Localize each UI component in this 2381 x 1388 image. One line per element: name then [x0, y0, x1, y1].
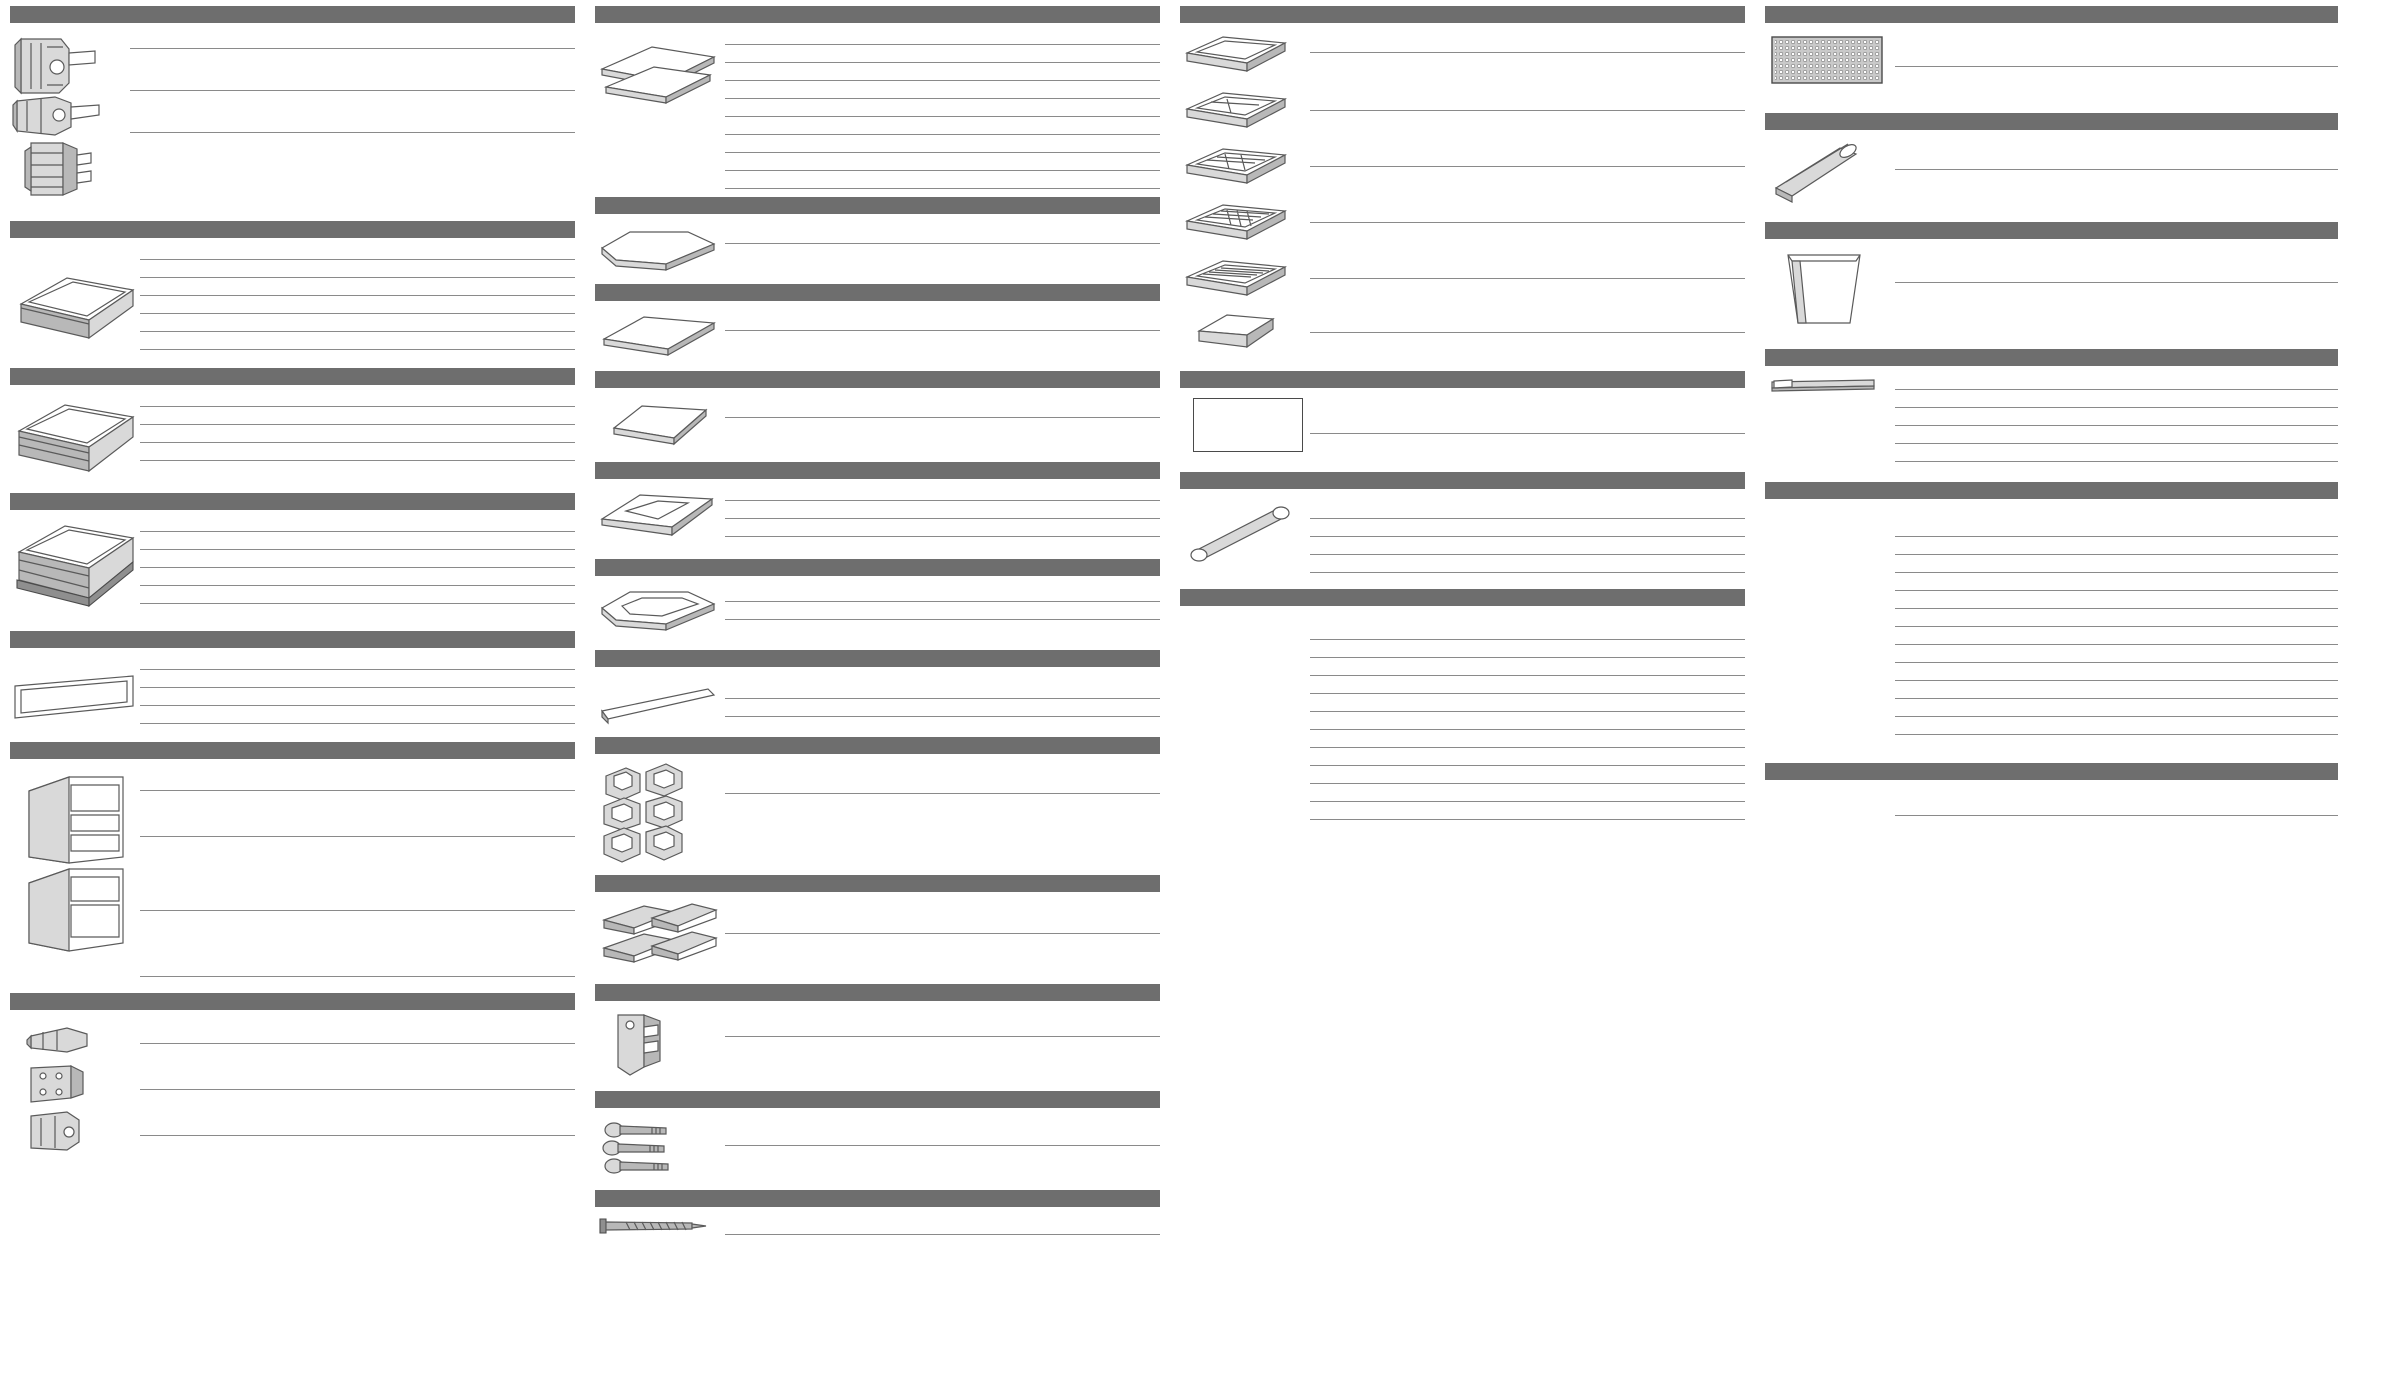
- table-row: [1310, 766, 1745, 784]
- table-row: [725, 776, 1160, 794]
- table-row: [725, 153, 1160, 171]
- wood-screw-icon: [595, 1207, 725, 1239]
- section-rectangle-panel: [1180, 371, 1745, 452]
- section-footer-table: [1765, 763, 2338, 816]
- flat-shelf-icon: [595, 301, 725, 363]
- table-row: [140, 652, 575, 670]
- table-row: [140, 242, 575, 260]
- table-row: [1310, 416, 1745, 434]
- table-row: [1895, 681, 2338, 699]
- insert-tray-icon: [1180, 23, 1310, 79]
- table-row: [1310, 205, 1745, 223]
- narrow-slot-tray-icon: [1180, 247, 1310, 303]
- angle-bracket-icon: [595, 1001, 725, 1083]
- profile-strip-icon: [1765, 366, 1895, 396]
- table-row: [725, 519, 1160, 537]
- table-row: [1310, 35, 1745, 53]
- table-row: [1895, 426, 2338, 444]
- section-header-bar: [1765, 482, 2338, 499]
- table-row: [725, 45, 1160, 63]
- table-row: [1310, 748, 1745, 766]
- section-drawer-inserts: [1180, 6, 1745, 355]
- table-row: [1310, 537, 1745, 555]
- table-row: [725, 27, 1160, 45]
- section-header-bar: [10, 368, 575, 385]
- section-flat-shelf: [595, 284, 1160, 363]
- table-row: [725, 602, 1160, 620]
- drawer-front-panel-icon: [10, 648, 140, 734]
- corner-shelf-icon: [595, 214, 725, 276]
- table-row: [140, 1072, 575, 1090]
- section-corner-shelf: [595, 197, 1160, 276]
- drawer-open-box-icon: [10, 385, 140, 485]
- table-row: [140, 278, 575, 296]
- section-header-bar: [10, 742, 575, 759]
- table-row: [1310, 640, 1745, 658]
- table-row: [725, 483, 1160, 501]
- column-2: [595, 6, 1180, 1388]
- table-row: [1895, 798, 2338, 816]
- section-header-bar: [1180, 589, 1745, 606]
- table-row: [1895, 408, 2338, 426]
- section-header-bar: [595, 650, 1160, 667]
- table-row: [725, 226, 1160, 244]
- section-header-bar: [595, 462, 1160, 479]
- table-row: [725, 313, 1160, 331]
- table-row: [140, 443, 575, 461]
- section-bolts: [595, 1091, 1160, 1182]
- section-bracket-hardware: [10, 993, 575, 1154]
- section-edge-strip: [595, 650, 1160, 729]
- table-row: [1895, 555, 2338, 573]
- angled-tray-icon: [1180, 303, 1310, 355]
- section-header-bar: [1765, 763, 2338, 780]
- column-4: [1765, 6, 2350, 1388]
- section-runner-drawer: [10, 493, 575, 623]
- section-perforated-panel: [1765, 6, 2338, 93]
- table-row: [1310, 93, 1745, 111]
- section-waste-bin: [1765, 222, 2338, 337]
- waste-bin-icon: [1765, 239, 1895, 337]
- section-header-bar: [595, 197, 1160, 214]
- table-row: [140, 1118, 575, 1136]
- section-open-drawer: [10, 368, 575, 485]
- table-row: [140, 389, 575, 407]
- table-row: [140, 959, 575, 977]
- table-row: [1895, 444, 2338, 462]
- table-row: [1895, 519, 2338, 537]
- table-row: [140, 260, 575, 278]
- hinge-hardware-icon: [10, 23, 130, 213]
- table-row: [725, 1128, 1160, 1146]
- section-hinge-hardware: [10, 6, 575, 213]
- table-row: [1310, 261, 1745, 279]
- table-row: [1895, 49, 2338, 67]
- section-header-bar: [595, 875, 1160, 892]
- perforated-panel-icon: [1765, 23, 1895, 93]
- section-header-bar: [10, 221, 575, 238]
- section-header-bar: [1765, 222, 2338, 239]
- section-thin-shelf: [595, 371, 1160, 454]
- drawer-runner-box-icon: [10, 510, 140, 623]
- section-front-panel: [10, 631, 575, 734]
- table-row: [1310, 712, 1745, 730]
- edge-strip-icon: [595, 667, 725, 729]
- section-header-bar: [10, 493, 575, 510]
- spec-rows: [130, 23, 575, 133]
- table-row: [1895, 152, 2338, 170]
- section-header-bar: [595, 984, 1160, 1001]
- section-header-bar: [595, 6, 1160, 23]
- table-row: [725, 81, 1160, 99]
- table-row: [725, 400, 1160, 418]
- section-wood-screw: [595, 1190, 1160, 1239]
- table-row: [140, 586, 575, 604]
- table-row: [725, 1217, 1160, 1235]
- table-row: [140, 296, 575, 314]
- section-rolled-mat: [1765, 113, 2338, 210]
- table-row: [130, 69, 575, 91]
- table-row: [1310, 658, 1745, 676]
- table-row: [1895, 372, 2338, 390]
- table-row: [725, 681, 1160, 699]
- table-row: [140, 1026, 575, 1044]
- table-row: [140, 550, 575, 568]
- thin-shelf-icon: [595, 388, 725, 454]
- bolts-icon: [595, 1108, 725, 1182]
- rolled-mat-icon: [1765, 130, 1895, 210]
- section-shelf-pair: [595, 462, 1160, 551]
- table-row: [725, 117, 1160, 135]
- section-corner-shelf-pair: [595, 559, 1160, 642]
- table-row: [725, 1019, 1160, 1037]
- section-header-bar: [595, 1091, 1160, 1108]
- base-cabinet-icon: [10, 759, 140, 961]
- table-row: [725, 584, 1160, 602]
- table-row: [1310, 622, 1745, 640]
- table-row: [1310, 555, 1745, 573]
- table-row: [140, 407, 575, 425]
- table-row: [140, 706, 575, 724]
- section-header-bar: [595, 1190, 1160, 1207]
- table-row: [1310, 784, 1745, 802]
- section-header-bar: [1765, 349, 2338, 366]
- section-profile-strip: [1765, 349, 2338, 462]
- section-rail-connectors: [595, 875, 1160, 976]
- section-header-bar: [1765, 113, 2338, 130]
- drawer-box-icon: [10, 238, 140, 360]
- table-row: [130, 111, 575, 133]
- table-row: [1895, 537, 2338, 555]
- table-row: [1895, 609, 2338, 627]
- table-row: [140, 893, 575, 911]
- multi-compartment-tray-icon: [1180, 191, 1310, 247]
- table-row: [725, 171, 1160, 189]
- section-header-bar: [1180, 6, 1745, 23]
- section-header-bar: [10, 631, 575, 648]
- table-row: [140, 514, 575, 532]
- table-row: [1310, 802, 1745, 820]
- table-row: [1895, 699, 2338, 717]
- table-row: [1310, 315, 1745, 333]
- table-row: [1895, 645, 2338, 663]
- table-row: [725, 916, 1160, 934]
- table-row: [140, 773, 575, 791]
- table-row: [1895, 390, 2338, 408]
- table-row: [725, 63, 1160, 81]
- rectangle-panel-icon: [1180, 388, 1310, 452]
- section-specification-table: [1180, 589, 1745, 820]
- section-header-bar: [10, 6, 575, 23]
- table-row: [725, 501, 1160, 519]
- section-rail-tube: [1180, 472, 1745, 573]
- table-row: [1310, 676, 1745, 694]
- corner-shelf-pair-icon: [595, 576, 725, 642]
- table-row: [140, 532, 575, 550]
- divided-tray-icon: [1180, 79, 1310, 135]
- table-row: [725, 699, 1160, 717]
- table-row: [130, 27, 575, 49]
- rail-connectors-icon: [595, 892, 725, 976]
- column-1: [10, 6, 595, 1388]
- bracket-hardware-icon: [10, 1010, 140, 1154]
- section-header-bar: [595, 559, 1160, 576]
- table-row: [1895, 663, 2338, 681]
- table-row: [1310, 519, 1745, 537]
- connector-fittings-icon: [595, 754, 725, 867]
- column-3: [1180, 6, 1765, 1388]
- section-header-bar: [1765, 6, 2338, 23]
- table-row: [140, 670, 575, 688]
- table-row: [140, 819, 575, 837]
- table-row: [725, 135, 1160, 153]
- section-accessory-table: [1765, 482, 2338, 735]
- table-row: [140, 688, 575, 706]
- table-row: [1310, 694, 1745, 712]
- table-row: [1895, 717, 2338, 735]
- section-angle-bracket: [595, 984, 1160, 1083]
- table-row: [140, 314, 575, 332]
- shelf-stack-icon: [595, 23, 725, 119]
- section-header-bar: [595, 284, 1160, 301]
- table-row: [725, 99, 1160, 117]
- section-header-bar: [10, 993, 575, 1010]
- section-shelf-stack: [595, 6, 1160, 189]
- section-header-bar: [1180, 371, 1745, 388]
- section-drawer-box: [10, 221, 575, 360]
- table-row: [1310, 501, 1745, 519]
- cutlery-tray-icon: [1180, 135, 1310, 191]
- table-row: [1310, 149, 1745, 167]
- section-header-bar: [595, 371, 1160, 388]
- shelf-pair-icon: [595, 479, 725, 551]
- section-header-bar: [595, 737, 1160, 754]
- table-row: [1310, 730, 1745, 748]
- table-row: [1895, 591, 2338, 609]
- section-connector-fittings: [595, 737, 1160, 867]
- rail-tube-icon: [1180, 489, 1310, 573]
- section-header-bar: [1180, 472, 1745, 489]
- table-row: [140, 332, 575, 350]
- table-row: [140, 425, 575, 443]
- table-row: [1895, 573, 2338, 591]
- table-row: [1895, 265, 2338, 283]
- section-base-cabinet: [10, 742, 575, 977]
- table-row: [140, 568, 575, 586]
- table-row: [1895, 627, 2338, 645]
